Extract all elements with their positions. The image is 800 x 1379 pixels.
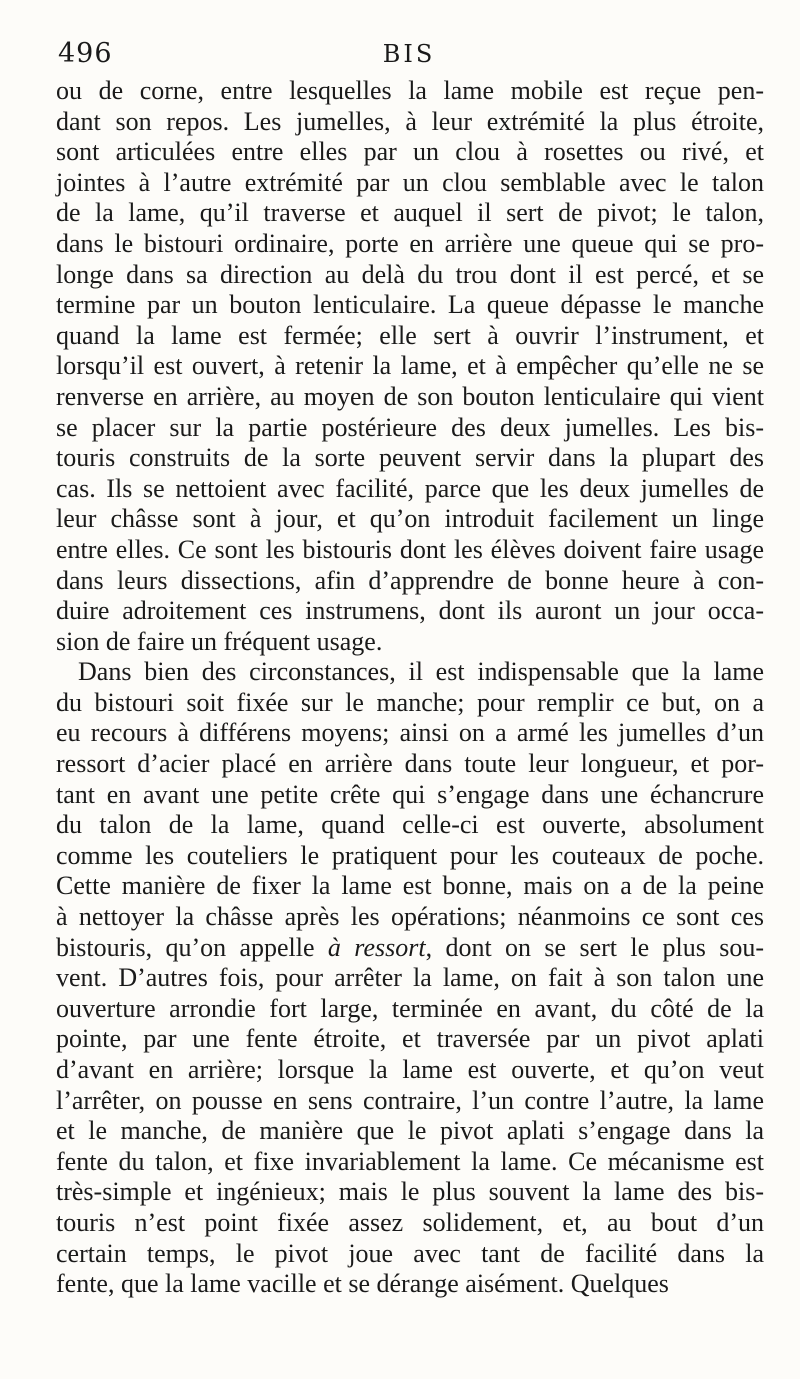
text-line: Cette manière de fixer la lame est bonne, mais on a de la peine xyxy=(56,871,764,901)
text-line: duire adroitement ces instrumens, dont ils auront un jour occa- xyxy=(56,596,764,626)
page-header xyxy=(58,38,760,72)
text-line: du talon de la lame, quand celle-ci est ouverte, absolument xyxy=(56,810,764,840)
text-line: longe dans sa direction au delà du trou dont il est percé, et se xyxy=(56,259,764,289)
page-number: 496 xyxy=(58,38,113,69)
text-line: sont articulées entre elles par un clou à rosettes ou rivé, et xyxy=(56,137,764,167)
text-line: bistouris, qu’on appelle à ressort, dont on se sert le plus sou- xyxy=(56,932,764,962)
text-line: sion de faire un fréquent usage. xyxy=(56,626,383,656)
text-line: dans le bistouri ordinaire, porte en arrière une queue qui se pro- xyxy=(56,228,764,258)
text-line: entre elles. Ce sont les bistouris dont les élèves doivent faire usage xyxy=(56,534,764,564)
text-line: quand la lame est fermée; elle sert à ouvrir l’instrument, et xyxy=(56,320,764,350)
page-body xyxy=(56,76,764,1300)
text-line: et le manche, de manière que le pivot aplati s’engage dans la xyxy=(56,1116,764,1146)
text-line: leur châsse sont à jour, et qu’on introduit facilement un linge xyxy=(56,504,764,534)
text-line: à nettoyer la châsse après les opérations; néanmoins ce sont ces xyxy=(56,902,764,932)
text-line: eu recours à différens moyens; ainsi on a armé les jumelles d’un xyxy=(56,718,764,748)
text-line: lorsqu’il est ouvert, à retenir la lame, et à empêcher qu’elle ne se xyxy=(56,351,764,381)
text-line: termine par un bouton lenticulaire. La queue dépasse le manche xyxy=(56,290,764,320)
text-line: ressort d’acier placé en arrière dans toute leur longueur, et por- xyxy=(56,749,764,779)
italic-text: à ressort xyxy=(327,932,426,962)
text-line: pointe, par une fente étroite, et traversée par un pivot aplati xyxy=(56,1024,764,1054)
text-line: ou de corne, entre lesquelles la lame mobile est reçue pen- xyxy=(56,76,764,105)
text-line: certain temps, le pivot joue avec tant de facilité dans la xyxy=(56,1238,764,1268)
text-line: se placer sur la partie postérieure des deux jumelles. Les bis- xyxy=(56,412,764,442)
text-line: Dans bien des circonstances, il est indispensable que la lame xyxy=(78,657,764,687)
text-line: touris n’est point fixée assez solidement, et, au bout d’un xyxy=(56,1207,764,1237)
text-line: cas. Ils se nettoient avec facilité, parce que les deux jumelles de xyxy=(56,473,764,503)
running-head: BIS xyxy=(382,40,436,68)
text-line: d’avant en arrière; lorsque la lame est ouverte, et qu’on veut xyxy=(56,1055,764,1084)
text-line: de la lame, qu’il traverse et auquel il sert de pivot; le talon, xyxy=(56,198,764,228)
text-line: très-simple et ingénieux; mais le plus souvent la lame des bis- xyxy=(56,1177,764,1207)
text-line: comme les couteliers le pratiquent pour les couteaux de poche. xyxy=(56,840,764,870)
text-line: fente du talon, et fixe invariablement la lame. Ce mécanisme est xyxy=(56,1146,764,1176)
text-line: dant son repos. Les jumelles, à leur extrémité la plus étroite, xyxy=(56,106,764,136)
text-line: touris construits de la sorte peuvent servir dans la plupart des xyxy=(56,443,764,473)
text-line: jointes à l’autre extrémité par un clou semblable avec le talon xyxy=(56,167,764,197)
paragraph xyxy=(56,657,764,1299)
text-line: du bistouri soit fixée sur le manche; pour remplir ce but, on a xyxy=(56,687,764,717)
text-line: renverse en arrière, au moyen de son bouton lenticulaire qui vient xyxy=(56,381,764,411)
paragraph xyxy=(56,76,764,657)
text-line: fente, que la lame vacille et se dérange aisément. Quelques xyxy=(56,1269,669,1299)
text-line: vent. D’autres fois, pour arrêter la lame, on fait à son talon une xyxy=(56,963,764,993)
text-line: ouverture arrondie fort large, terminée en avant, du côté de la xyxy=(56,993,764,1023)
text-line: dans leurs dissections, afin d’apprendre de bonne heure à con- xyxy=(56,565,764,595)
text-line: tant en avant une petite crête qui s’engage dans une échancrure xyxy=(56,779,764,809)
text-line: l’arrêter, on pousse en sens contraire, l’un contre l’autre, la lame xyxy=(56,1085,764,1115)
